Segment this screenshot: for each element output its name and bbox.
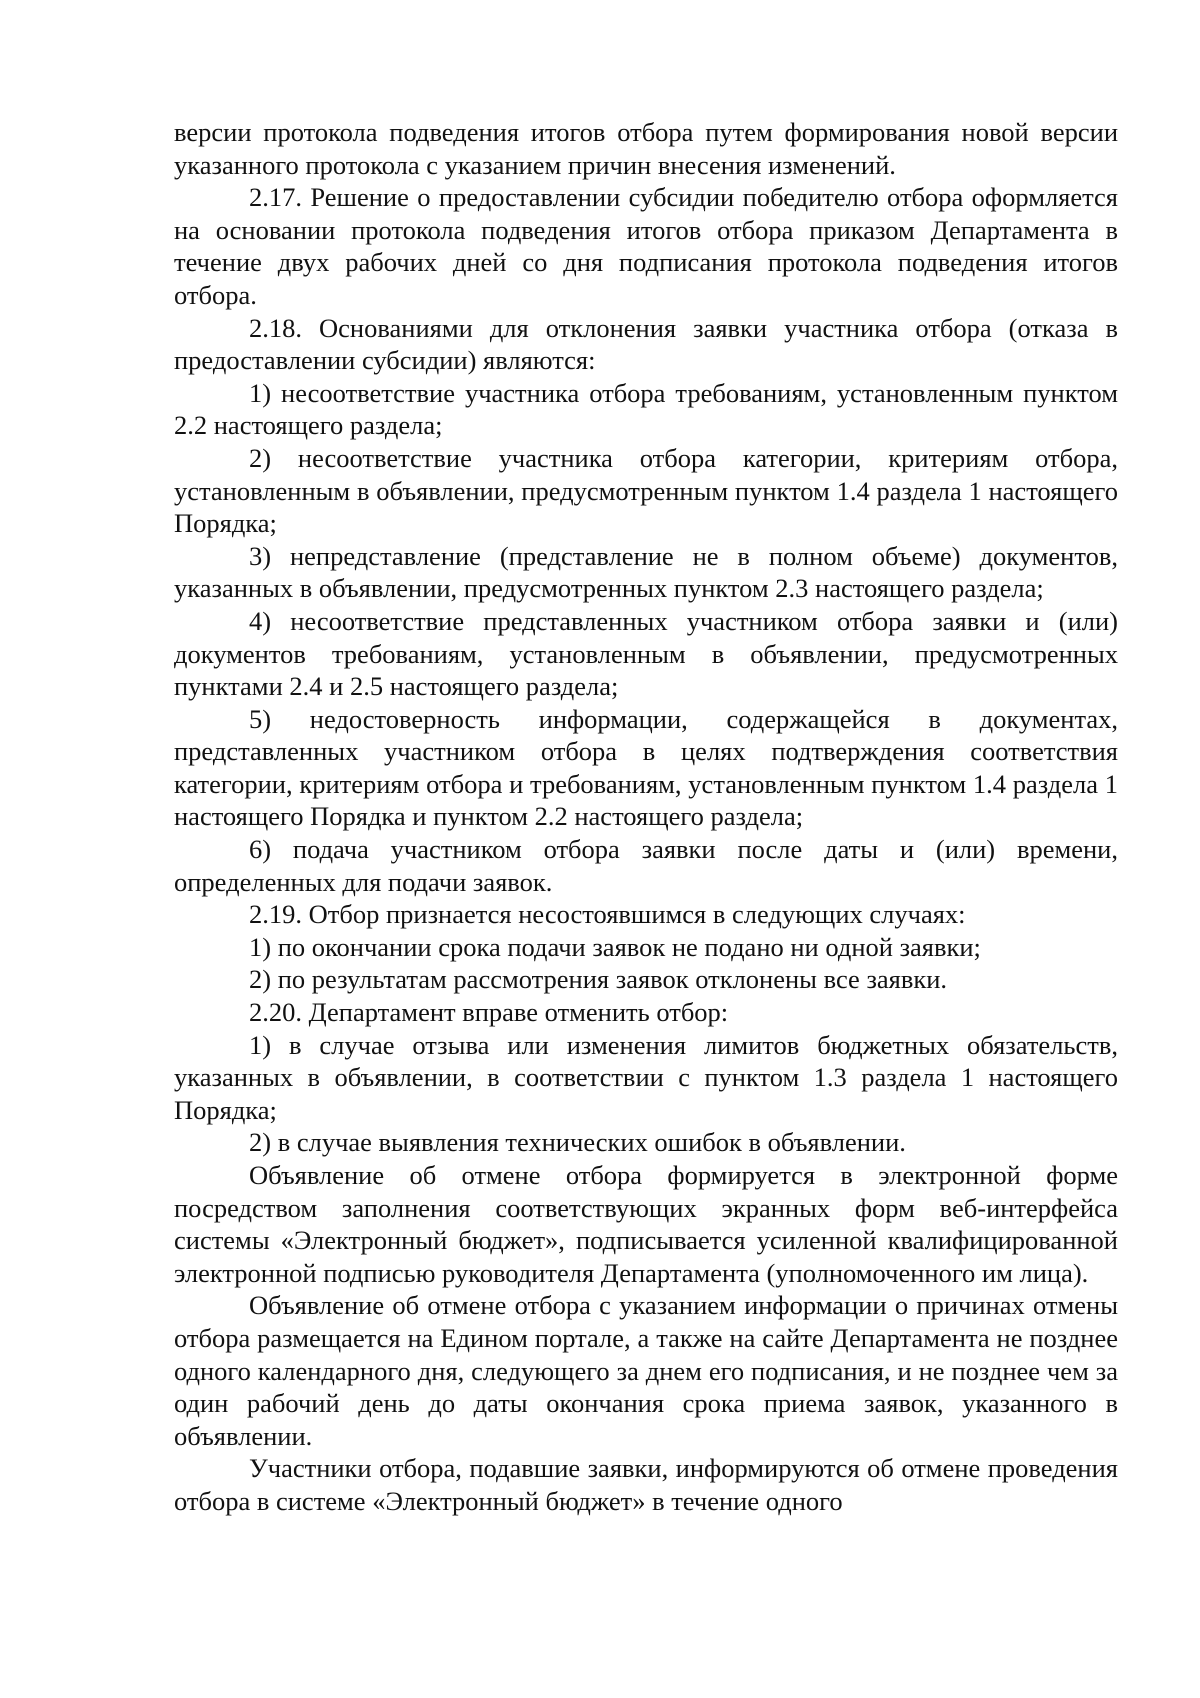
paragraph-participants-notification: Участники отбора, подавшие заявки, информируются об отмене проведения отбора в системе «Электронный бюджет» в течение одного bbox=[174, 1453, 1118, 1516]
list-item-2-18-1: 1) несоответствие участника отбора требованиям, установленным пунктом 2.2 настоящего раздела; bbox=[174, 377, 1118, 441]
paragraph-cancellation-form: Объявление об отмене отбора формируется в электронной форме посредством заполнения соответствующих экранных форм веб-интерфейса системы «Электронный бюджет», подписывается усиленной квалифицированной электронной подписью руководителя Департамента (уполномоченного им лица). bbox=[174, 1160, 1118, 1288]
list-item-2-20-2: 2) в случае выявления технических ошибок в объявлении. bbox=[249, 1127, 906, 1158]
paragraph-cancellation-publication: Объявление об отмене отбора с указанием информации о причинах отмены отбора размещается на Едином портале, а также на сайте Департамента не позднее одного календарного дня, следующего за днем его подписания, и не позднее чем за один рабочий день до даты окончания срока приема заявок, указанного в объявлении. bbox=[174, 1290, 1118, 1451]
paragraph-2-19: 2.19. Отбор признается несостоявшимся в следующих случаях: bbox=[249, 899, 966, 930]
list-item-2-19-1: 1) по окончании срока подачи заявок не подано ни одной заявки; bbox=[249, 931, 981, 962]
paragraph-2-17: 2.17. Решение о предоставлении субсидии победителю отбора оформляется на основании протокола подведения итогов отбора приказом Департамента в течение двух рабочих дней со дня подписания протокола подведения итогов отбора. bbox=[174, 182, 1118, 310]
list-item-2-18-6: 6) подача участником отбора заявки после даты и (или) времени, определенных для подачи заявок. bbox=[174, 834, 1118, 897]
list-item-2-18-5: 5) недостоверность информации, содержащейся в документах, представленных участником отбора в целях подтверждения соответствия категории, критериям отбора и требованиям, установленным пунктом 1.4 раздела 1 настоящего Порядка и пунктом 2.2 настоящего раздела; bbox=[174, 703, 1118, 832]
paragraph-2-18: 2.18. Основаниями для отклонения заявки участника отбора (отказа в предоставлении субсидии) являются: bbox=[174, 312, 1118, 376]
document-page bbox=[174, 116, 1118, 1518]
paragraph-protocol-version: версии протокола подведения итогов отбора путем формирования новой версии указанного протокола с указанием причин внесения изменений. bbox=[174, 117, 1118, 180]
list-item-2-18-3: 3) непредставление (представление не в полном объеме) документов, указанных в объявлении, предусмотренных пунктом 2.3 настоящего раздела; bbox=[174, 540, 1118, 604]
paragraph-2-20: 2.20. Департамент вправе отменить отбор: bbox=[249, 997, 729, 1028]
list-item-2-18-4: 4) несоответствие представленных участником отбора заявки и (или) документов требованиям, установленным в объявлении, предусмотренных пунктами 2.4 и 2.5 настоящего раздела; bbox=[174, 605, 1118, 702]
list-item-2-19-2: 2) по результатам рассмотрения заявок отклонены все заявки. bbox=[249, 964, 948, 995]
list-item-2-20-1: 1) в случае отзыва или изменения лимитов бюджетных обязательств, указанных в объявлении, в соответствии с пунктом 1.3 раздела 1 настоящего Порядка; bbox=[174, 1029, 1118, 1125]
list-item-2-18-2: 2) несоответствие участника отбора категории, критериям отбора, установленным в объявлении, предусмотренным пунктом 1.4 раздела 1 настоящего Порядка; bbox=[174, 442, 1118, 539]
